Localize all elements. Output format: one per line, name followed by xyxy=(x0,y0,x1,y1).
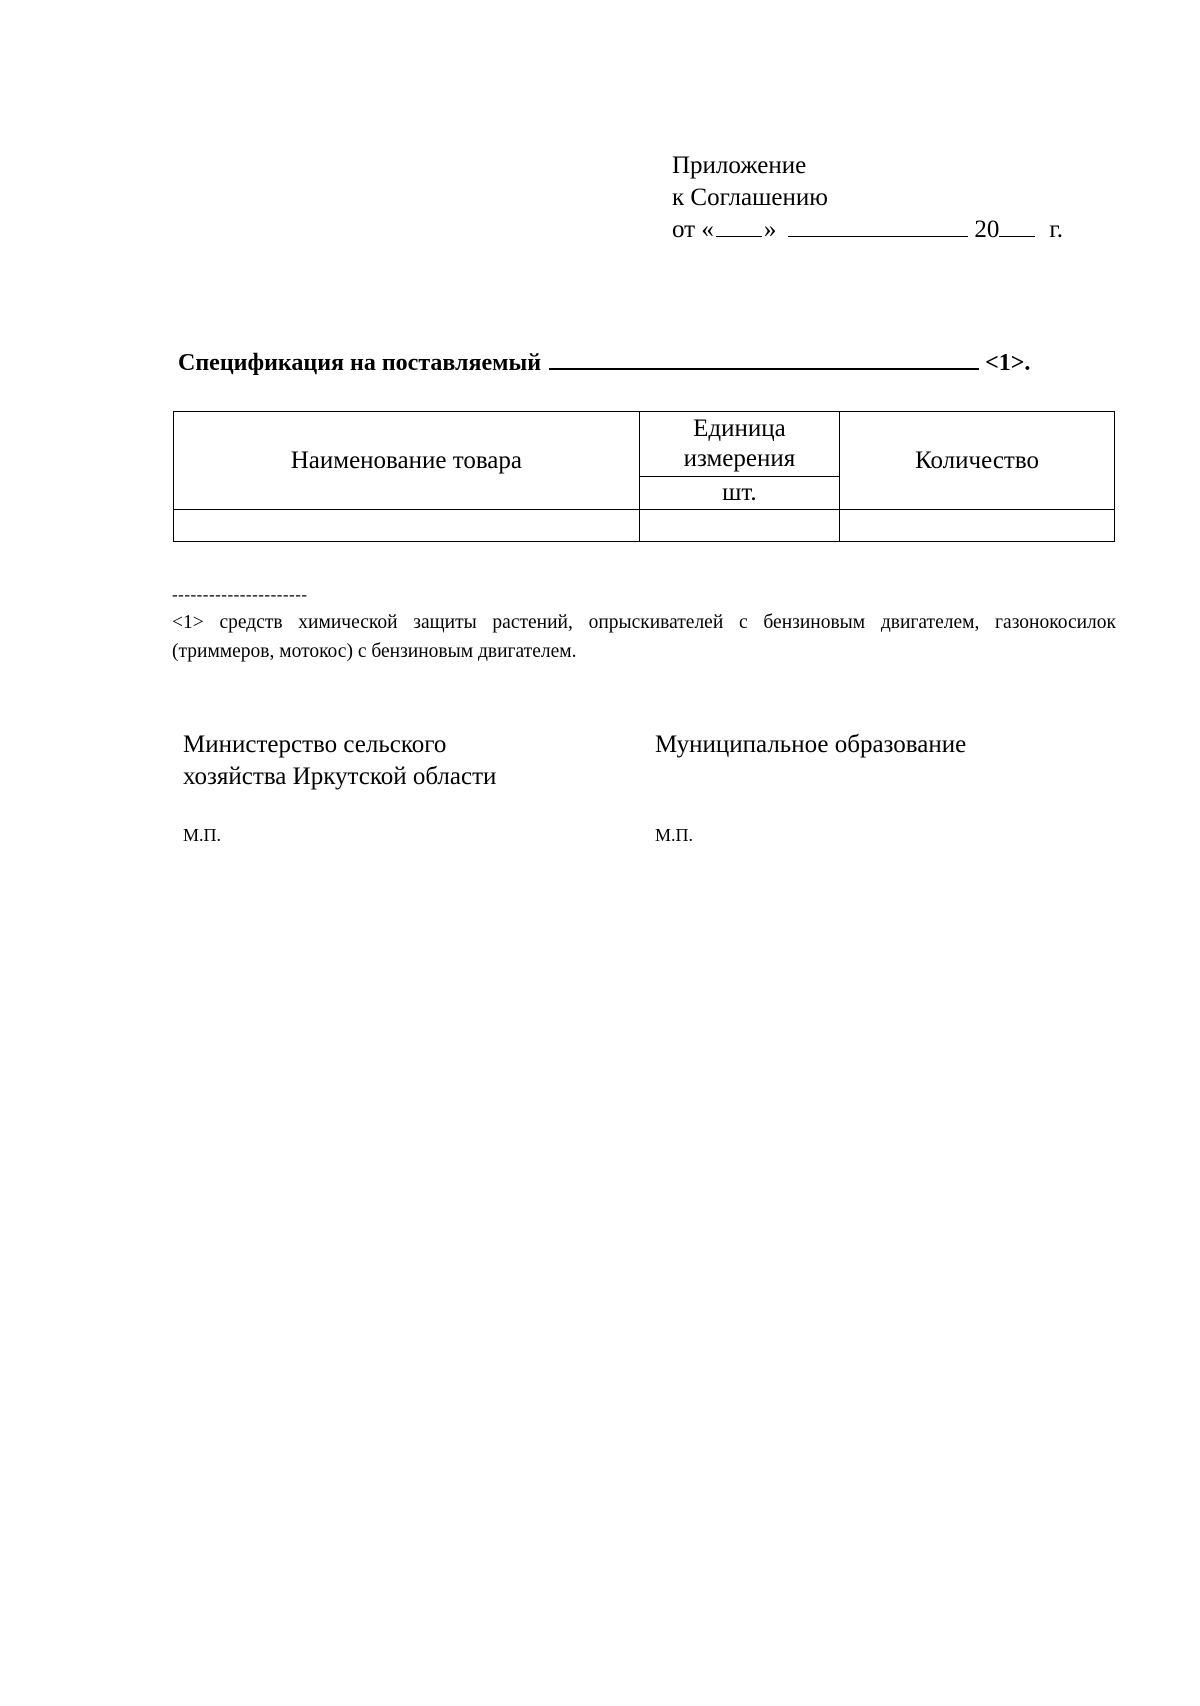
appendix-agreement-ref: к Соглашению xyxy=(672,184,828,211)
cell-name xyxy=(174,510,640,542)
year-blank xyxy=(999,214,1035,237)
table-header-row xyxy=(174,412,1115,477)
table-row xyxy=(174,510,1115,542)
appendix-date-line xyxy=(672,214,1063,246)
footnote-text: <1> средств химической защиты растений, опрыскивателей с бензиновым двигателем, газонокосилок (триммеров, мотокос) с бензиновым двигателем. xyxy=(172,612,1116,662)
specification-title xyxy=(178,346,1030,377)
stamp-place-right: М.П. xyxy=(655,825,694,845)
cell-unit xyxy=(639,510,839,542)
header-unit-value: шт. xyxy=(639,477,839,510)
signature-block-ministry xyxy=(183,729,496,793)
appendix-title: Приложение xyxy=(672,152,807,179)
date-prefix: от « xyxy=(672,216,714,243)
footnote-separator: ---------------------- xyxy=(172,585,308,604)
year-prefix: 20 xyxy=(974,216,1000,243)
day-blank xyxy=(716,214,762,237)
ministry-name-line1: Министерство сельского xyxy=(183,731,447,758)
signature-block-municipality xyxy=(655,729,966,761)
title-footnote-ref: <1>. xyxy=(985,350,1031,376)
stamp-place-left: М.П. xyxy=(183,825,222,845)
product-blank xyxy=(549,346,979,370)
header-name: Наименование товара xyxy=(174,412,640,510)
year-suffix: г. xyxy=(1049,216,1064,243)
header-unit: Единица измерения xyxy=(639,412,839,477)
municipality-name: Муниципальное образование xyxy=(655,731,967,758)
month-blank xyxy=(788,214,968,237)
cell-quantity xyxy=(840,510,1115,542)
header-quantity: Количество xyxy=(840,412,1115,510)
title-text: Спецификация на поставляемый xyxy=(178,350,542,376)
ministry-name-line2: хозяйства Иркутской области xyxy=(183,763,497,790)
date-quote-close: » xyxy=(763,216,777,243)
appendix-header xyxy=(672,150,1063,246)
specification-table xyxy=(173,411,1115,542)
